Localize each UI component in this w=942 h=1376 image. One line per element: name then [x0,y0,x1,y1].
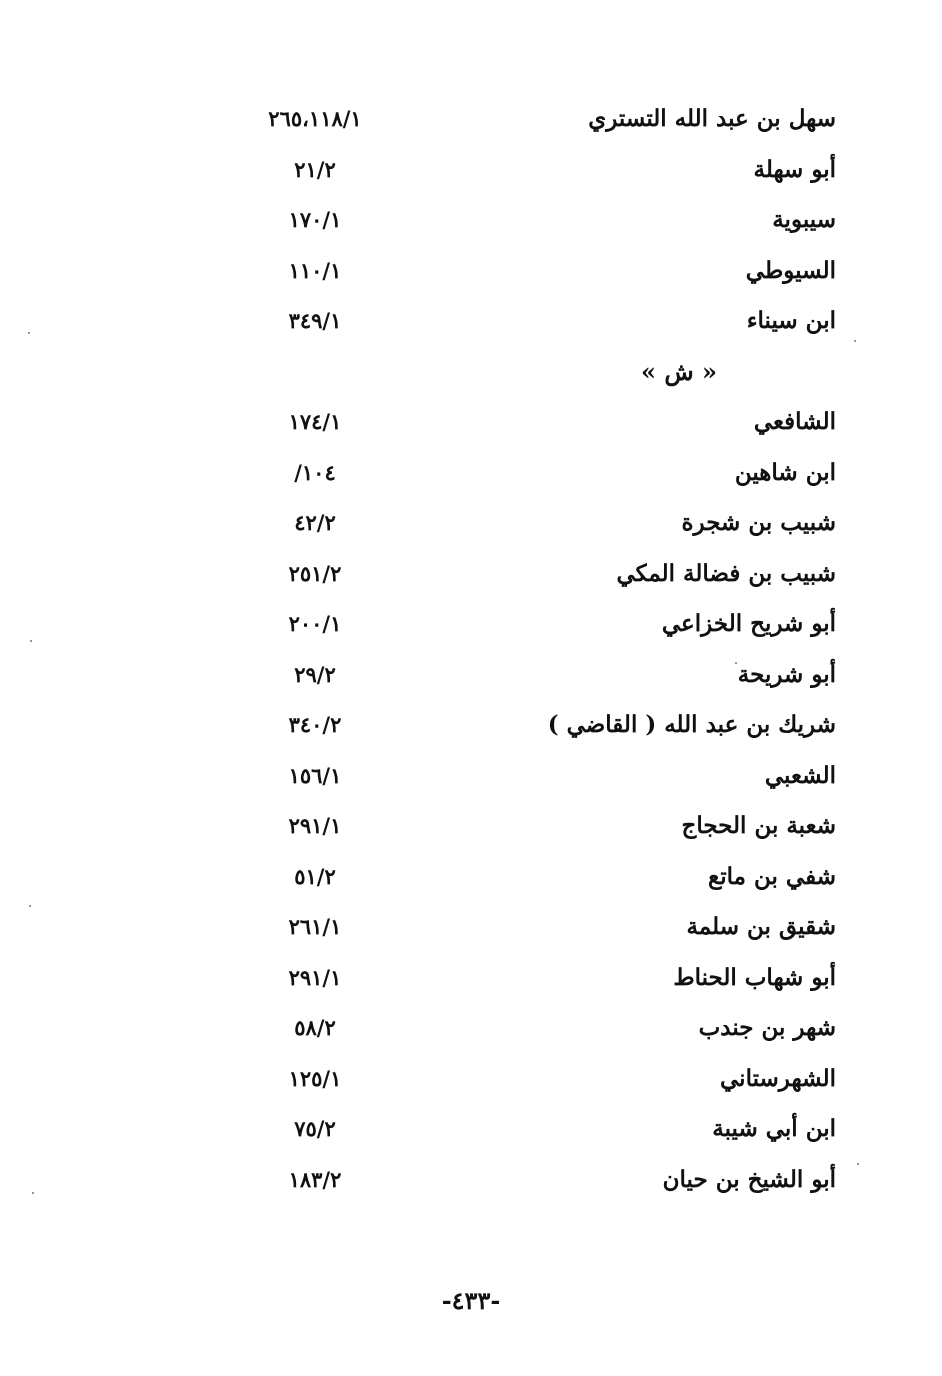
entry-name: شقيق بن سلمة [686,913,836,940]
entry-page-ref: ٢٥١/٢ [288,560,342,586]
entry-page-ref: ١٠٤/ [294,459,336,485]
index-entry [0,297,942,348]
index-entry [0,550,942,601]
index-entry [0,600,942,651]
index-entry [0,802,942,853]
entry-name: أبو شريح الخزاعي [661,610,836,637]
entry-page-ref: ١٥٦/١ [288,762,342,788]
entry-page-ref: ٢٦٥،١١٨/١ [268,106,362,131]
entry-name: ابن شاهين [734,458,836,486]
scan-speck [32,1192,34,1194]
scan-speck [28,332,30,334]
section-letter-heading [0,348,942,399]
index-entry [0,247,942,298]
entry-page-ref: ٢٩/٢ [294,661,336,687]
index-entry [0,95,942,146]
scan-speck [857,1163,859,1165]
entry-name: ابن أبي شيبة [712,1115,836,1142]
index-entry [0,701,942,752]
entry-page-ref: ٢١/٢ [294,156,336,182]
entry-page-ref: ٢٩١/١ [288,813,342,838]
entry-page-ref: ٣٤٩/١ [288,308,342,333]
entry-name: الشعبي [764,761,836,789]
entry-name: شعبة بن الحجاج [681,812,836,839]
entry-name: أبو شهاب الحناط [673,963,836,991]
scan-speck [29,905,31,907]
entry-page-ref: ٢٠٠/١ [288,611,342,636]
index-entry [0,651,942,702]
entry-name: السيوطي [745,256,836,284]
entry-name: شفي بن ماتع [708,862,836,890]
index-entry [0,752,942,803]
entry-page-ref: ٧٥/٢ [294,1116,336,1141]
index-entry [0,853,942,904]
index-entry [0,196,942,247]
scan-speck [30,640,32,642]
entry-page-ref: ١١٠/١ [288,257,342,283]
entry-name: شبيب بن شجرة [681,509,836,536]
entry-name: سهل بن عبد الله التستري [588,105,836,132]
scan-speck [735,662,737,664]
entry-name: أبو الشيخ بن حيان [662,1165,836,1193]
index-entry [0,1156,942,1207]
entry-page-ref: ٢٦١/١ [288,914,342,939]
entry-page-ref: ٢٩١/١ [288,964,342,990]
index-entry [0,398,942,449]
entry-name: أبو شريحة [737,660,836,688]
index-entry [0,1105,942,1156]
entry-page-ref: ٥١/٢ [294,863,336,889]
scan-speck [854,340,856,342]
section-letter: « ش » [640,356,717,386]
entry-name: الشهرستاني [720,1064,836,1092]
entry-page-ref: ٥٨/٢ [294,1015,336,1040]
entry-name: أبو سهلة [753,155,836,183]
entry-page-ref: ١٧٠/١ [288,207,342,232]
entry-page-ref: ١٢٥/١ [288,1065,342,1091]
entry-page-ref: ٤٢/٢ [294,510,336,535]
entry-page-ref: ١٨٣/٢ [288,1166,342,1192]
page-number: -٤٣٣- [441,1286,501,1315]
index-entry [0,903,942,954]
index-entry [0,954,942,1005]
entry-name: سيبوية [772,206,836,233]
entry-name: شهر بن جندب [698,1014,836,1041]
name-index-list [0,95,942,1206]
entry-page-ref: ١٧٤/١ [288,409,342,434]
index-entry [0,449,942,500]
entry-name: شبيب بن فضالة المكي [616,559,836,587]
entry-name: ابن سيناء [746,307,836,334]
entry-name: شريك بن عبد الله ( القاضي ) [547,711,836,738]
entry-name: الشافعي [753,408,836,435]
index-entry [0,146,942,197]
index-entry [0,1004,942,1055]
index-entry [0,499,942,550]
index-entry [0,1055,942,1106]
entry-page-ref: ٣٤٠/٢ [288,712,342,737]
